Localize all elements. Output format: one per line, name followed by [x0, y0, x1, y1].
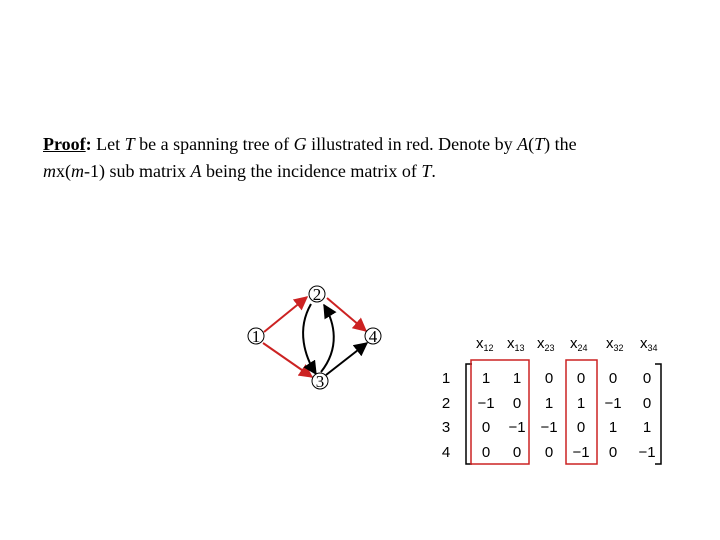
- edge-1-2: [264, 297, 307, 332]
- matrix-cell: −1: [540, 419, 558, 436]
- col-header: $x_{23}$: [537, 335, 555, 353]
- var-m: m: [71, 161, 84, 181]
- matrix-cell: 1: [512, 370, 522, 387]
- matrix-cell: 1: [544, 395, 554, 412]
- node-label: 4: [368, 327, 378, 346]
- col-header: $x_{13}$: [507, 335, 525, 353]
- matrix-cell: 0: [481, 419, 491, 436]
- row-label: 1: [441, 370, 451, 387]
- var-A: A: [517, 134, 529, 154]
- col-header: $x_{24}$: [570, 335, 588, 353]
- proof-label: Proof: [43, 134, 86, 154]
- row-label: 4: [441, 444, 451, 461]
- row-label: 3: [441, 419, 451, 436]
- proof-text-7: -1) sub matrix: [84, 161, 191, 181]
- proof-text-1: Let: [91, 134, 125, 154]
- node-2: [309, 285, 325, 304]
- spanning-tree-graph: [248, 285, 381, 391]
- var-A: A: [190, 161, 202, 181]
- incidence-matrix: [442, 335, 661, 464]
- node-3: [312, 372, 328, 391]
- col-header: $x_{32}$: [606, 335, 624, 353]
- proof-text-5: ) the: [544, 134, 577, 154]
- right-bracket: [655, 364, 661, 464]
- matrix-cell: 1: [608, 419, 618, 436]
- matrix-cell: 0: [642, 395, 652, 412]
- col-header: $x_{12}$: [476, 335, 494, 353]
- matrix-cell: 0: [576, 419, 586, 436]
- matrix-cell: −1: [477, 395, 495, 412]
- matrix-cell: 0: [608, 444, 618, 461]
- matrix-cell: 0: [544, 444, 554, 461]
- matrix-cell: 1: [481, 370, 491, 387]
- matrix-cell: 0: [544, 370, 554, 387]
- matrix-cell: 0: [481, 444, 491, 461]
- matrix-cell: 0: [512, 395, 522, 412]
- var-m: m: [43, 161, 56, 181]
- matrix-cell: −1: [572, 444, 590, 461]
- proof-text-3: illustrated in red. Denote by: [306, 134, 518, 154]
- proof-text-2: be a spanning tree of: [134, 134, 294, 154]
- proof-text-9: .: [431, 161, 436, 181]
- matrix-cell: −1: [638, 444, 656, 461]
- matrix-cell: 1: [642, 419, 652, 436]
- matrix-cell: 0: [642, 370, 652, 387]
- edge-3-2: [321, 305, 334, 372]
- col-header: $x_{34}$: [640, 335, 658, 353]
- node-label: 2: [312, 285, 322, 304]
- var-G: G: [293, 134, 307, 154]
- proof-colon: :: [85, 134, 92, 154]
- row-label: 2: [441, 395, 451, 412]
- var-T: T: [124, 134, 135, 154]
- proof-text-6: x(: [56, 161, 71, 181]
- node-4: [365, 327, 381, 346]
- var-T: T: [534, 134, 545, 154]
- matrix-cell: −1: [508, 419, 526, 436]
- matrix-cell: 0: [512, 444, 522, 461]
- node-label: 1: [251, 327, 261, 346]
- edge-2-3: [303, 304, 316, 374]
- proof-text-8: being the incidence matrix of: [201, 161, 422, 181]
- node-1: [248, 327, 264, 346]
- matrix-cell: −1: [604, 395, 622, 412]
- matrix-cell: 1: [576, 395, 586, 412]
- var-T: T: [421, 161, 432, 181]
- matrix-cell: 0: [576, 370, 586, 387]
- matrix-cell: 0: [608, 370, 618, 387]
- proof-text-4: (: [528, 134, 535, 154]
- node-label: 3: [315, 372, 325, 391]
